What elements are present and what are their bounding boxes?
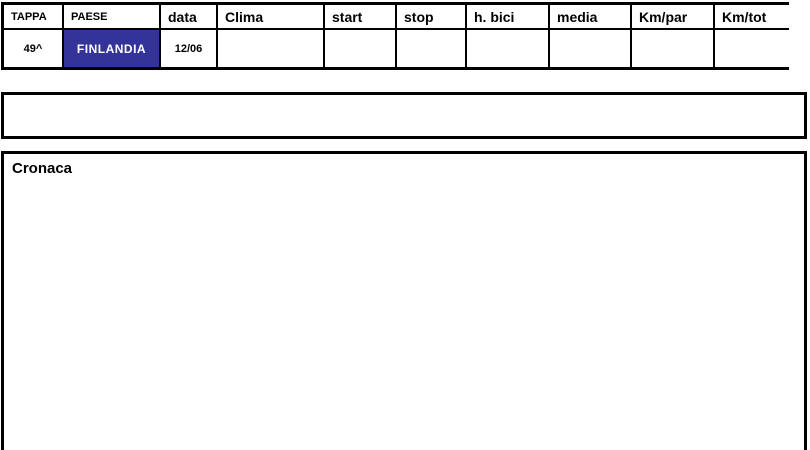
header-paese: PAESE xyxy=(64,5,159,28)
cell-tappa: 49^ xyxy=(4,30,62,67)
cell-km-tot xyxy=(715,30,804,67)
cell-stop xyxy=(397,30,465,67)
cell-start xyxy=(325,30,395,67)
stage-stats-table xyxy=(1,2,789,70)
header-km-tot: Km/tot xyxy=(715,5,804,28)
header-h-bici: h. bici xyxy=(467,5,548,28)
header-tappa: TAPPA xyxy=(4,5,62,28)
header-data: data xyxy=(161,5,216,28)
cell-paese: FINLANDIA xyxy=(64,30,159,67)
header-clima: Clima xyxy=(218,5,323,28)
cell-data: 12/06 xyxy=(161,30,216,67)
header-stop: stop xyxy=(397,5,465,28)
cell-h-bici xyxy=(467,30,548,67)
cronaca-box xyxy=(1,151,807,450)
cronaca-title: Cronaca xyxy=(12,160,73,177)
notes-box xyxy=(1,92,807,139)
header-km-par: Km/par xyxy=(632,5,713,28)
cell-media xyxy=(550,30,630,67)
cell-clima xyxy=(218,30,323,67)
cell-km-par xyxy=(632,30,713,67)
header-start: start xyxy=(325,5,395,28)
header-media: media xyxy=(550,5,630,28)
